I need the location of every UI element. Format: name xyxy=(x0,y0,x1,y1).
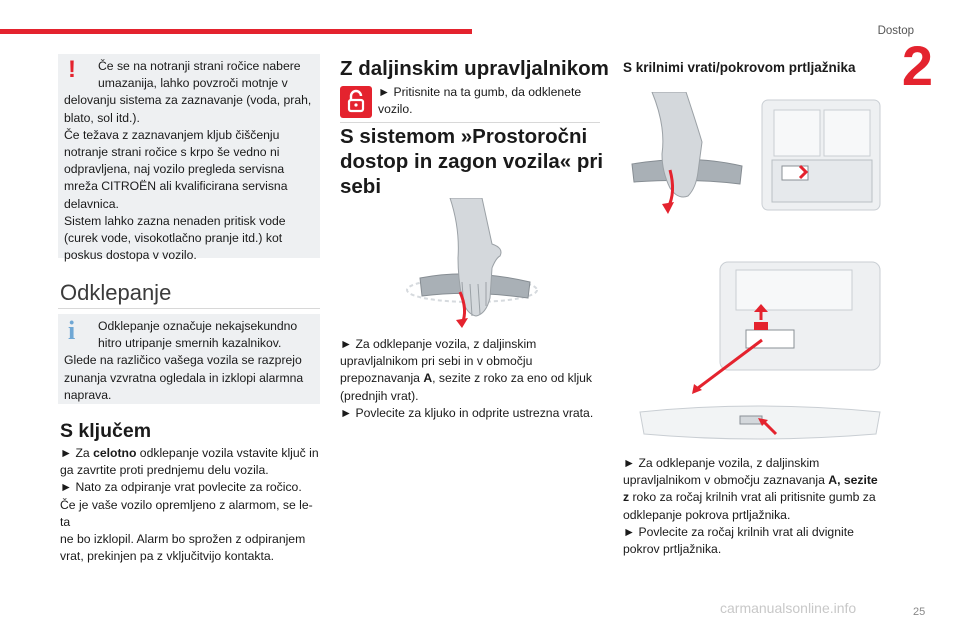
warning-box xyxy=(58,54,320,263)
prostorocni-text xyxy=(340,336,602,422)
wing-door-illustration xyxy=(622,92,884,222)
paragraph: ► Povlecite za ročaj krilnih vrat ali dvignite xyxy=(623,524,854,539)
paragraph: ► Za odklepanje vozila, z daljinskim xyxy=(340,337,537,351)
paragraph: ne bo izklopil. Alarm bo sprožen z odpiranjem xyxy=(60,532,306,547)
divider xyxy=(58,308,320,309)
section-title: Dostop xyxy=(877,25,914,37)
paragraph: (prednjih vrat). xyxy=(340,388,419,403)
warning-line: blato, sol itd.). xyxy=(64,110,140,125)
warning-line: mreža CITROËN ali kvalificirana servisna xyxy=(64,179,288,194)
unlock-icon xyxy=(340,86,372,118)
watermark: carmanualsonline.info xyxy=(720,600,857,616)
paragraph: vozilo. xyxy=(378,102,413,117)
warning-line: Sistem lahko zazna nenaden pritisk vode xyxy=(64,213,286,228)
paragraph: Če je vaše vozilo opremljeno z alarmom, se le-ta xyxy=(60,497,313,529)
warning-line: (curek vode, visokotlačno pranje itd.) kot xyxy=(64,231,283,246)
paragraph: ► Povlecite za kljuko in odprite ustrezna vrata. xyxy=(340,405,594,420)
heading-s-kljucem: S ključem xyxy=(60,420,152,442)
paragraph: ► Za odklepanje vozila, z daljinskim xyxy=(623,456,820,470)
warning-line: delovanju sistema za zaznavanje (voda, prah, xyxy=(64,93,312,108)
heading-line: sebi xyxy=(340,175,382,198)
warning-line: delavnica. xyxy=(64,196,119,211)
door-handle-illustration xyxy=(400,198,550,330)
page-number: 25 xyxy=(913,606,926,618)
paragraph: odklepanje pokrova prtljažnika. xyxy=(623,507,791,522)
paragraph: z roko za ročaj krilnih vrat ali pritisnite gumb za xyxy=(623,490,876,505)
info-box xyxy=(58,314,320,404)
tailgate-illustration xyxy=(636,258,884,448)
krilna-text xyxy=(623,455,885,558)
divider xyxy=(340,122,600,123)
heading-line: S sistemom »Prostoročni xyxy=(340,125,588,148)
info-icon: i xyxy=(68,316,76,345)
info-line: hitro utripanje smernih kazalnikov. xyxy=(98,336,282,351)
warning-icon: ! xyxy=(68,56,76,83)
heading-prostorocni xyxy=(340,124,610,199)
paragraph: vrat, prekinjen pa z vključitvijo kontakta. xyxy=(60,549,275,564)
header-accent-bar xyxy=(0,29,472,34)
paragraph: ► Za celotno odklepanje vozila vstavite ključ in xyxy=(60,446,319,460)
info-line: Odklepanje označuje nekajsekundno xyxy=(98,319,298,333)
info-line: Glede na različico vašega vozila se razprejo xyxy=(64,353,302,368)
warning-line: poskus dostopa v vozilo. xyxy=(64,248,197,263)
heading-line: dostop in zagon vozila« pri xyxy=(340,150,604,173)
paragraph: ► Nato za odpiranje vrat povlecite za ročico. xyxy=(60,480,302,495)
paragraph: prepoznavanja A, sezite z roko za eno od kljuk xyxy=(340,371,593,386)
info-line: naprava. xyxy=(64,387,112,402)
info-text xyxy=(64,318,314,404)
paragraph: pokrov prtljažnika. xyxy=(623,542,722,557)
heading-daljinski: Z daljinskim upravljalnikom xyxy=(340,57,609,80)
chapter-number: 2 xyxy=(901,34,933,97)
heading-odklepanje: Odklepanje xyxy=(60,280,172,305)
s-kljucem-text xyxy=(60,445,322,565)
warning-line: Če težava z zaznavanjem kljub čiščenju xyxy=(64,127,280,142)
paragraph: upravljalnikom pri sebi in v območju xyxy=(340,354,533,369)
warning-line: Če se na notranji strani ročice nabere xyxy=(98,59,301,73)
paragraph: ga zavrtite proti prednjemu delu vozila. xyxy=(60,463,269,478)
warning-line: odpravljena, naj vozilo pregleda servisna xyxy=(64,162,285,177)
heading-krilna: S krilnimi vrati/pokrovom prtljažnika xyxy=(623,60,856,75)
paragraph: upravljalnikom v območju zaznavanja A, sezite xyxy=(623,473,878,488)
warning-line: umazanija, lahko povzroči motnje v xyxy=(98,76,288,91)
info-line: zunanja vzvratna ogledala in izklopi alarmna xyxy=(64,370,304,385)
paragraph: ► Pritisnite na ta gumb, da odklenete xyxy=(378,85,582,99)
warning-text xyxy=(64,58,314,264)
daljinski-text xyxy=(378,84,588,118)
warning-line: notranje strani ročice s krpo še vedno ni xyxy=(64,145,280,160)
